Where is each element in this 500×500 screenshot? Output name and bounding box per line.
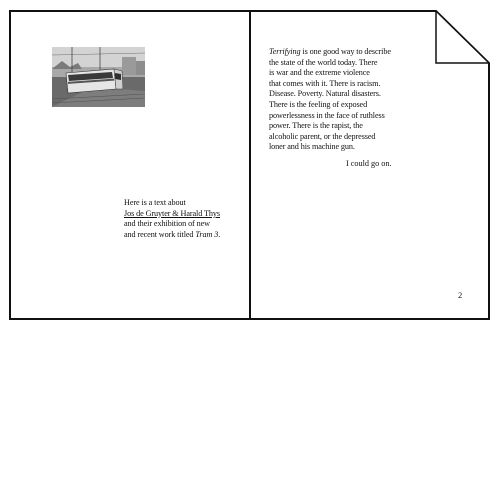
essay-text [269, 47, 419, 153]
exhibition-caption [124, 198, 254, 240]
essay-line: power. There is the rapist, the [269, 121, 363, 131]
caption-line-4-prefix: and recent work titled [124, 229, 196, 239]
caption-line-4-suffix: . [218, 229, 221, 239]
essay-line: the state of the world today. There [269, 57, 378, 67]
work-title: Tram 3 [195, 229, 219, 239]
essay-line: powerlessness in the face of ruthless [269, 110, 385, 120]
page-number: 2 [458, 290, 463, 300]
essay-line-first [269, 47, 419, 58]
caption-line-1: Here is a text about [124, 198, 186, 207]
artists-link[interactable]: Jos de Gruyter & Harald Thys [124, 208, 220, 218]
essay-line: is war and the extreme violence [269, 68, 370, 78]
essay-line: alcoholic parent, or the depressed [269, 131, 376, 141]
essay-line-first-rest: is one good way to describe [300, 47, 391, 56]
essay-line: that comes with it. There is racism. [269, 78, 381, 88]
essay-line: Disease. Poverty. Natural disasters. [269, 89, 381, 99]
lead-word: Terrifying [269, 47, 301, 56]
essay-line: loner and his machine gun. [269, 142, 355, 152]
tram-photo [52, 47, 145, 107]
essay-line: There is the feeling of exposed [269, 99, 368, 109]
closing-line: I could go on. [346, 159, 392, 168]
caption-line-3: and their exhibition of new [124, 219, 210, 229]
tram-photo-image [52, 47, 145, 107]
caption-line-4 [124, 230, 254, 241]
